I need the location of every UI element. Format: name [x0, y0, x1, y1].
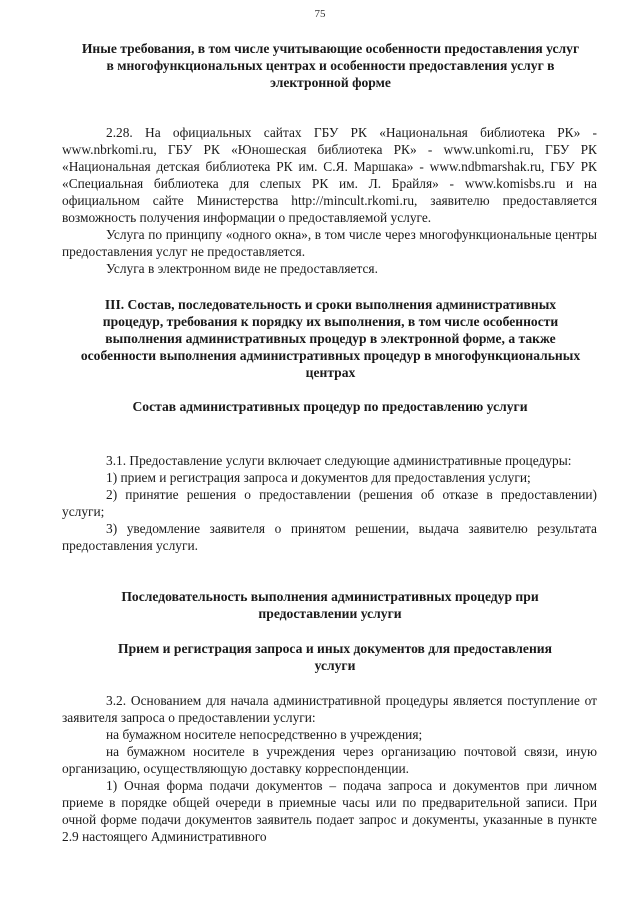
paragraph-paper-post: на бумажном носителе в учреждения через организацию почтовой связи, иную организацию, осуществляющую доставку корреспонденции. — [62, 744, 597, 776]
paragraph-one-window: Услуга по принципу «одного окна», в том числе через многофункциональные центры предоставления услуг не предоставляется. — [62, 227, 597, 259]
composition-subheading: Состав административных процедур по предоставлению услуги — [132, 399, 528, 414]
procedure-item-3: 3) уведомление заявителя о принятом решении, выдача заявителю результата предоставления услуги. — [62, 521, 597, 553]
section-iii-heading: III. Состав, последовательность и сроки выполнения административных процедур, требования к порядку их выполнения, в том числе особенности выполнения административных процедур в электронной форме, а также особенности выполнения административных процедур в многофункциональных центрах — [80, 297, 581, 380]
paragraph-paper-direct: на бумажном носителе непосредственно в учреждения; — [106, 727, 423, 742]
sequence-heading: Последовательность выполнения административных процедур при предоставлении услуги — [121, 589, 539, 621]
paragraph-3-2: 3.2. Основанием для начала административной процедуры является поступление от заявителя запроса о предоставлении услуги: — [62, 693, 597, 725]
procedure-item-1: 1) прием и регистрация запроса и документов для предоставления услуги; — [106, 470, 531, 485]
sequence-body — [62, 692, 597, 845]
reception-subheading: Прием и регистрация запроса и иных документов для предоставления услуги — [118, 641, 552, 673]
paragraph-2-28: 2.28. На официальных сайтах ГБУ РК «Национальная библиотека РК» - www.nbrkomi.ru, ГБУ РК «Юношеская библиотека РК» - www.unkomi.ru, ГБУ РК «Национальная детская библиотека РК им. С.Я. Маршака» - www.ndbmarshak.ru, ГБУ РК «Специальная библиотека для слепых РК им. Л. Брайля» - www.komisbs.ru и на официальном сайте Министерства http://mincult.rkomi.ru, заявителю предоставляется возможность получения информации о предоставляемой услуге. — [62, 125, 597, 225]
paragraph-electronic: Услуга в электронном виде не предоставляется. — [106, 261, 378, 276]
paragraph-3-1: 3.1. Предоставление услуги включает следующие административные процедуры: — [106, 453, 572, 468]
paragraph-in-person: 1) Очная форма подачи документов – подача запроса и документов при личном приеме в порядке общей очереди в приемные часы или по предварительной записи. При очной форме подачи документов заявитель подает запрос и документы, указанные в пункте 2.9 настоящего Административного — [62, 778, 597, 844]
section-other-body — [62, 124, 597, 277]
page-number: 75 — [314, 8, 326, 20]
section-heading-other-requirements: Иные требования, в том числе учитывающие особенности предоставления услуг в многофункциональных центрах и особенности предоставления услуг в электронной форме — [81, 41, 580, 90]
procedure-item-2: 2) принятие решения о предоставлении (решения об отказе в предоставлении) услуги; — [62, 487, 597, 519]
section-iii-body — [62, 452, 597, 554]
